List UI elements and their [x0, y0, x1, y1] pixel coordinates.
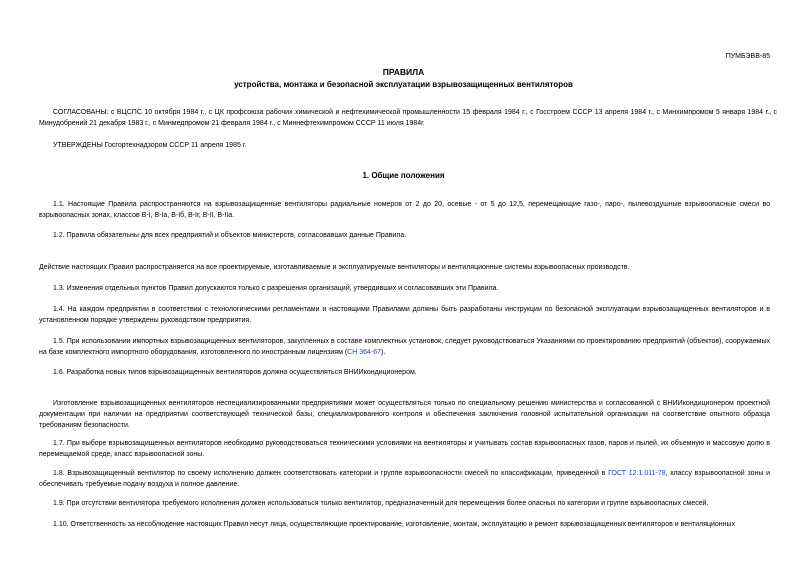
paragraph-1-10	[39, 519, 770, 530]
paragraph-1-6-text: 1.6. Разработка новых типов взрывозащищенных вентиляторов должна осуществляться ВНИИкондиционером.	[53, 369, 417, 376]
paragraph-1-5-text: 1.5. При использовании импортных взрывозащищенных вентиляторов, закупленных в составе комплектных установок, следует руководствоваться Указаниями по проектированию предприятий (объектов), сооружаемых на базе комплектного импортного оборудования, изготовленного по иностранным лицензиям (	[39, 338, 770, 356]
paragraph-1-8	[39, 468, 770, 490]
document-code: ПУМБЭВВ-85	[725, 53, 770, 60]
confirmed-paragraph	[39, 140, 770, 151]
paragraph-1-10-text: 1.10. Ответственность за несоблюдение настоящих Правил несут лица, осуществляющие проектирование, изготовление, монтаж, эксплуатацию и ремонт взрывозащищенных вентиляторов и вентиляционных	[53, 521, 736, 528]
paragraph-1-3	[39, 283, 770, 294]
paragraph-1-2-text: 1.2. Правила обязательны для всех предприятий и объектов министерств, согласовавших данные Правила.	[53, 232, 407, 239]
paragraph-1-4	[39, 304, 770, 326]
document-subtitle: устройства, монтажа и безопасной эксплуатации взрывозащищенных вентиляторов	[234, 80, 573, 89]
link-sn-364-67[interactable]: СН 364-67	[347, 349, 382, 356]
paragraph-1-3-text: 1.3. Изменения отдельных пунктов Правил допускаются только с разрешения организаций, утвердивших и согласовавших эти Правила.	[53, 285, 499, 292]
section-title: 1. Общие положения	[362, 171, 445, 180]
paragraph-1-7	[39, 438, 770, 460]
paragraph-action-text: Действие настоящих Правил распространяется на все проектируемые, изготавливаемые и эксплуатируемые вентиляторы и вентиляционные системы взрывоопасных производств.	[39, 264, 630, 271]
paragraph-manufacture-text: Изготовление взрывозащищенных вентиляторов неспециализированными предприятиями может осуществляться только по специальному решению министерства и согласованной с ВНИИкондиционером проектной документации при наличии на предприятии соответствующей технической базы, специализированного контроля и обеспечения заключения головной испытательной организации на соответствие опытного образца требованиям безопасности.	[39, 400, 770, 429]
paragraph-manufacture	[39, 398, 770, 431]
paragraph-1-5	[39, 336, 770, 358]
link-gost-12-1-011-78[interactable]: ГОСТ 12.1.011-78	[608, 470, 666, 477]
paragraph-1-6	[39, 367, 770, 378]
paragraph-1-2	[39, 230, 770, 241]
paragraph-1-8-text: 1.8. Взрывозащищенный вентилятор по своему исполнению должен соответствовать категории и группе взрывоопасности смесей по классификации, приведенной в	[53, 470, 609, 477]
paragraph-1-1	[39, 199, 770, 221]
paragraph-1-5-tail: ).	[381, 349, 386, 356]
approved-paragraph	[39, 107, 777, 129]
paragraph-1-1-text: 1.1. Настоящие Правила распространяются на взрывозащищенные вентиляторы радиальные номеров от 2 до 20, осевые - от 5 до 12,5, перемещающие газо-, паро-, пылевоздушные взрывоопасные смеси во взрывоопасных зонах, классов В-I, В-Iа, В-Iб, В-Iг, В-II, В-IIа.	[39, 201, 770, 219]
paragraph-1-4-text: 1.4. На каждом предприятии в соответствии с технологическими регламентами и настоящими Правилами должны быть разработаны инструкции по безопасной эксплуатации взрывозащищенных вентиляторов и в установленном порядке утверждены руководством предприятия.	[39, 306, 770, 324]
paragraph-1-7-text: 1.7. При выборе взрывозащищенных вентиляторов необходимо руководствоваться техническими условиями на вентиляторы и учитывать состав взрывоопасных газов, паров и пылей, их объемную и массовую долю в перемещаемой среде, класс взрывоопасной зоны.	[39, 440, 770, 458]
paragraph-action	[39, 262, 770, 273]
confirmed-text: УТВЕРЖДЕНЫ Госгортехнадзором СССР 11 апреля 1985 г.	[53, 142, 247, 149]
approved-text: СОГЛАСОВАНЫ: с ВЦСПС 10 октября 1984 г., с ЦК профсоюза рабочих химической и нефтехимической промышленности 15 февраля 1984 г., с Госстроем СССР 13 апреля 1984 г., с Минхимпромом 5 января 1984 г., с Минудобрений 21 декабря 1983 г., с Минмедпромом 21 февраля 1984 г., с Миннефтехимпромом СССР 11 июля 1984г.	[39, 109, 777, 127]
paragraph-1-8-tail: , классу взрывоопасной зоны и обеспечивать требуемые подачу воздуха и полное давление.	[39, 470, 771, 488]
paragraph-1-9	[39, 498, 770, 509]
document-title: ПРАВИЛА	[382, 67, 425, 77]
paragraph-1-9-text: 1.9. При отсутствии вентилятора требуемого исполнения должен использоваться только вентилятор, предназначенный для перемещения более опасных по категории и группе взрывоопасных смесей.	[53, 500, 709, 507]
